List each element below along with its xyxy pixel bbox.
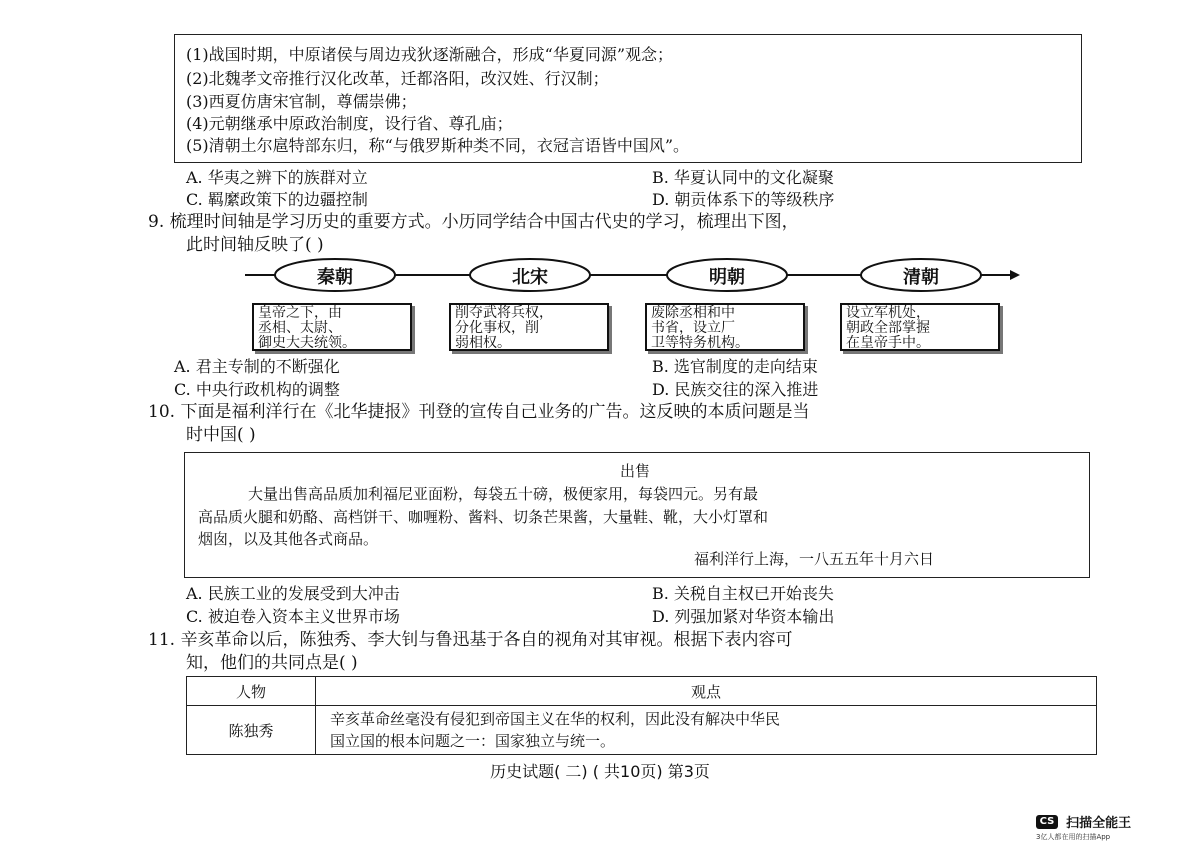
q8-material-1: (1)战国时期，中原诸侯与周边戎狄逐渐融合，形成“华夏同源”观念；: [186, 45, 674, 64]
q8-option-b: B. 华夏认同中的文化凝聚: [652, 168, 834, 187]
q10-stem-line2: 时中国( ): [186, 425, 256, 445]
q9-stem-line1: 9. 梳理时间轴是学习历史的重要方式。小历同学结合中国古代史的学习，梳理出下图，: [148, 212, 799, 232]
q9-option-a: A. 君主专制的不断强化: [174, 357, 340, 376]
q9-option-c: C. 中央行政机构的调整: [174, 380, 340, 399]
table-row: [187, 706, 1097, 755]
q11-stem-line2: 知，他们的共同点是( ): [186, 653, 358, 673]
timeline-label-beisong: 北宋: [512, 267, 548, 288]
q8-material-2: (2)北魏孝文帝推行汉化改革，迁都洛阳，改汉姓、行汉制；: [186, 69, 609, 88]
q8-option-a: A. 华夷之辨下的族群对立: [186, 168, 368, 187]
q10-option-a: A. 民族工业的发展受到大冲击: [186, 584, 400, 603]
q8-material-3: (3)西夏仿唐宋官制，尊儒崇佛；: [186, 92, 417, 111]
q8-option-d: D. 朝贡体系下的等级秩序: [652, 190, 835, 209]
scanner-slogan: 3亿人都在用的扫描App: [1036, 833, 1111, 841]
timeline-note-beisong: 削夺武将兵权， 分化事权，削 弱相权。: [449, 303, 609, 351]
table-cell-person: 陈独秀: [187, 706, 316, 755]
timeline-note-ming: 废除丞相和中 书省，设立厂 卫等特务机构。: [645, 303, 805, 351]
table-header-row: [187, 677, 1097, 706]
timeline-note-qing: 设立军机处， 朝政全部掌握 在皇帝手中。: [840, 303, 1000, 351]
q10-ad-title: 出售: [620, 462, 651, 480]
table-cell-view-line2: 国立国的根本问题之一：国家独立与统一。: [330, 732, 616, 750]
table-header-view: 观点: [316, 677, 1097, 706]
timeline-label-ming: 明朝: [709, 267, 745, 288]
q8-material-4: (4)元朝继承中原政治制度，设行省、尊孔庙；: [186, 114, 513, 133]
q10-option-b: B. 关税自主权已开始丧失: [652, 584, 834, 603]
q8-option-c: C. 羁縻政策下的边疆控制: [186, 190, 368, 209]
page-footer: 历史试题( 二) ( 共10页) 第3页: [490, 762, 710, 781]
q10-ad-line2: 高品质火腿和奶酪、高档饼干、咖喱粉、酱料、切条芒果酱，大量鞋、靴，大小灯罩和: [198, 508, 769, 526]
table-cell-view: [316, 706, 1097, 755]
table-cell-view-line1: 辛亥革命丝毫没有侵犯到帝国主义在华的权利，因此没有解决中华民: [330, 710, 781, 728]
q10-stem-line1: 10. 下面是福利洋行在《北华捷报》刊登的宣传自己业务的广告。这反映的本质问题是当: [148, 402, 810, 422]
q9-stem-line2: 此时间轴反映了( ): [186, 235, 324, 255]
q9-option-b: B. 选官制度的走向结束: [652, 357, 818, 376]
q9-option-d: D. 民族交往的深入推进: [652, 380, 819, 399]
scanner-watermark: [1036, 811, 1131, 842]
scanner-app-name: 扫描全能王: [1066, 816, 1132, 831]
timeline-note-qin: 皇帝之下，由 丞相、太尉、 御史大夫统领。: [252, 303, 412, 351]
q10-option-d: D. 列强加紧对华资本输出: [652, 607, 835, 626]
timeline-arrowhead: [1010, 270, 1020, 280]
scanner-logo-icon: CS: [1036, 815, 1058, 829]
q10-option-c: C. 被迫卷入资本主义世界市场: [186, 607, 400, 626]
timeline-label-qing: 清朝: [903, 267, 939, 288]
table-header-person: 人物: [187, 677, 316, 706]
timeline-label-qin: 秦朝: [317, 267, 353, 288]
q8-material-5: (5)清朝土尔扈特部东归，称“与俄罗斯种类不同，衣冠言语皆中国风”。: [186, 136, 690, 155]
q11-table: [186, 676, 1097, 755]
q11-stem-line1: 11. 辛亥革命以后，陈独秀、李大钊与鲁迅基于各自的视角对其审视。根据下表内容可: [148, 630, 793, 650]
q10-ad-signature: 福利洋行上海，一八五五年十月六日: [694, 550, 935, 568]
q10-ad-line3: 烟囱，以及其他各式商品。: [198, 530, 379, 548]
q10-ad-line1: 大量出售高品质加利福尼亚面粉，每袋五十磅，极便家用，每袋四元。另有最: [248, 485, 759, 503]
